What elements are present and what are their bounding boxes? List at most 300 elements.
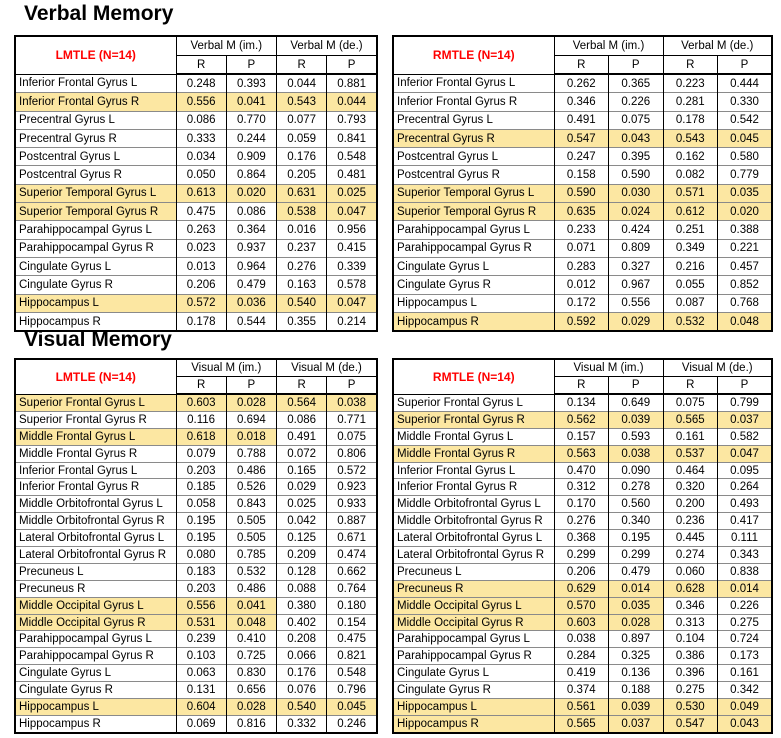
value-cell: 0.104 <box>663 631 718 648</box>
column-group-header: Visual M (de.) <box>277 359 378 377</box>
value-cell: 0.320 <box>663 479 718 496</box>
table-row <box>393 221 772 239</box>
value-cell: 0.532 <box>226 563 276 580</box>
region-label: Parahippocampal Gyrus R <box>393 648 554 665</box>
value-cell: 0.195 <box>176 530 226 547</box>
value-cell: 0.131 <box>176 682 226 699</box>
table-row <box>15 665 377 682</box>
value-cell: 0.276 <box>277 257 327 275</box>
region-label: Inferior Frontal Gyrus R <box>393 479 554 496</box>
value-cell: 0.532 <box>663 312 718 331</box>
value-cell: 0.479 <box>226 276 276 294</box>
value-cell: 0.540 <box>277 699 327 716</box>
region-label: Hippocampus L <box>15 294 176 312</box>
region-label: Superior Frontal Gyrus L <box>393 394 554 411</box>
table-row <box>15 257 377 275</box>
table-row <box>393 276 772 294</box>
region-label: Inferior Frontal Gyrus L <box>393 462 554 479</box>
value-cell: 0.327 <box>609 257 664 275</box>
value-cell: 0.176 <box>277 148 327 166</box>
value-cell: 0.221 <box>718 239 773 257</box>
value-cell: 0.075 <box>327 428 377 445</box>
table-row <box>393 74 772 93</box>
value-cell: 0.048 <box>718 312 773 331</box>
column-header: R <box>663 56 718 75</box>
value-cell: 0.604 <box>176 699 226 716</box>
value-cell: 0.491 <box>277 428 327 445</box>
region-label: Hippocampus R <box>393 312 554 331</box>
region-label: Cingulate Gyrus L <box>15 665 176 682</box>
table-row <box>15 513 377 530</box>
table-row <box>15 631 377 648</box>
table-row <box>15 699 377 716</box>
value-cell: 0.161 <box>663 428 718 445</box>
table-row <box>393 648 772 665</box>
column-group-header: Verbal M (de.) <box>663 36 772 56</box>
value-cell: 0.355 <box>277 312 327 331</box>
value-cell: 0.013 <box>176 257 226 275</box>
value-cell: 0.537 <box>663 445 718 462</box>
value-cell: 0.176 <box>277 665 327 682</box>
value-cell: 0.283 <box>554 257 609 275</box>
value-cell: 0.785 <box>226 547 276 564</box>
table-row <box>393 428 772 445</box>
table-row <box>15 715 377 732</box>
visual-rmtle-table-container <box>392 358 773 734</box>
region-label: Hippocampus R <box>15 715 176 732</box>
region-label: Precuneus L <box>393 563 554 580</box>
value-cell: 0.396 <box>663 665 718 682</box>
table-row <box>15 111 377 129</box>
value-cell: 0.526 <box>226 479 276 496</box>
value-cell: 0.111 <box>718 530 773 547</box>
value-cell: 0.195 <box>609 530 664 547</box>
region-label: Parahippocampal Gyrus R <box>15 239 176 257</box>
column-header: P <box>609 377 664 395</box>
region-label: Postcentral Gyrus L <box>15 148 176 166</box>
value-cell: 0.419 <box>554 665 609 682</box>
value-cell: 0.024 <box>609 203 664 221</box>
value-cell: 0.262 <box>554 74 609 93</box>
value-cell: 0.055 <box>663 276 718 294</box>
value-cell: 0.881 <box>327 74 377 93</box>
value-cell: 0.075 <box>663 394 718 411</box>
value-cell: 0.195 <box>176 513 226 530</box>
value-cell: 0.014 <box>718 580 773 597</box>
value-cell: 0.470 <box>554 462 609 479</box>
value-cell: 0.125 <box>277 530 327 547</box>
value-cell: 0.178 <box>663 111 718 129</box>
column-header: P <box>226 56 276 75</box>
value-cell: 0.582 <box>718 428 773 445</box>
value-cell: 0.128 <box>277 563 327 580</box>
region-label: Parahippocampal Gyrus L <box>15 221 176 239</box>
value-cell: 0.424 <box>609 221 664 239</box>
value-cell: 0.203 <box>176 462 226 479</box>
value-cell: 0.076 <box>277 682 327 699</box>
region-label: Lateral Orbitofrontal Gyrus R <box>15 547 176 564</box>
table-row <box>15 496 377 513</box>
value-cell: 0.248 <box>176 74 226 93</box>
value-cell: 0.090 <box>609 462 664 479</box>
value-cell: 0.542 <box>718 111 773 129</box>
value-cell: 0.185 <box>176 479 226 496</box>
value-cell: 0.158 <box>554 166 609 184</box>
value-cell: 0.029 <box>609 312 664 331</box>
value-cell: 0.897 <box>609 631 664 648</box>
value-cell: 0.386 <box>663 648 718 665</box>
column-group-header: Visual M (im.) <box>554 359 663 377</box>
value-cell: 0.028 <box>609 614 664 631</box>
region-label: Hippocampus R <box>393 715 554 732</box>
value-cell: 0.239 <box>176 631 226 648</box>
region-label: Middle Frontal Gyrus L <box>393 428 554 445</box>
value-cell: 0.041 <box>226 597 276 614</box>
header-row-groups <box>15 36 377 56</box>
region-label: Superior Temporal Gyrus R <box>393 203 554 221</box>
region-label: Precuneus L <box>15 563 176 580</box>
value-cell: 0.852 <box>718 276 773 294</box>
table-row <box>393 93 772 111</box>
value-cell: 0.016 <box>277 221 327 239</box>
value-cell: 0.618 <box>176 428 226 445</box>
value-cell: 0.547 <box>663 715 718 732</box>
value-cell: 0.025 <box>277 496 327 513</box>
value-cell: 0.374 <box>554 682 609 699</box>
value-cell: 0.671 <box>327 530 377 547</box>
value-cell: 0.346 <box>663 597 718 614</box>
value-cell: 0.313 <box>663 614 718 631</box>
region-label: Cingulate Gyrus L <box>393 257 554 275</box>
value-cell: 0.086 <box>176 111 226 129</box>
value-cell: 0.203 <box>176 580 226 597</box>
region-label: Precuneus R <box>393 580 554 597</box>
column-header: P <box>226 377 276 395</box>
region-label: Cingulate Gyrus R <box>393 276 554 294</box>
value-cell: 0.042 <box>277 513 327 530</box>
value-cell: 0.226 <box>609 93 664 111</box>
header-row-groups <box>15 359 377 377</box>
table-row <box>393 597 772 614</box>
verbal-rmtle-correlation-table <box>392 35 773 332</box>
value-cell: 0.071 <box>554 239 609 257</box>
value-cell: 0.075 <box>609 111 664 129</box>
value-cell: 0.281 <box>663 93 718 111</box>
value-cell: 0.299 <box>554 547 609 564</box>
value-cell: 0.206 <box>554 563 609 580</box>
value-cell: 0.206 <box>176 276 226 294</box>
value-cell: 0.821 <box>327 648 377 665</box>
table-row <box>15 276 377 294</box>
region-label: Postcentral Gyrus R <box>15 166 176 184</box>
value-cell: 0.538 <box>277 203 327 221</box>
value-cell: 0.816 <box>226 715 276 732</box>
table-corner-label: LMTLE (N=14) <box>15 36 176 74</box>
value-cell: 0.043 <box>718 715 773 732</box>
table-row <box>15 580 377 597</box>
value-cell: 0.572 <box>176 294 226 312</box>
value-cell: 0.556 <box>176 597 226 614</box>
table-row <box>393 715 772 732</box>
value-cell: 0.028 <box>226 394 276 411</box>
column-header: R <box>176 377 226 395</box>
value-cell: 0.274 <box>663 547 718 564</box>
region-label: Inferior Frontal Gyrus L <box>393 74 554 93</box>
value-cell: 0.116 <box>176 411 226 428</box>
region-label: Hippocampus L <box>393 294 554 312</box>
table-row <box>393 479 772 496</box>
table-row <box>393 312 772 331</box>
value-cell: 0.628 <box>663 580 718 597</box>
value-cell: 0.095 <box>718 462 773 479</box>
value-cell: 0.312 <box>554 479 609 496</box>
value-cell: 0.694 <box>226 411 276 428</box>
region-label: Inferior Frontal Gyrus L <box>15 462 176 479</box>
table-row <box>15 563 377 580</box>
value-cell: 0.020 <box>226 184 276 202</box>
table-row <box>15 462 377 479</box>
table-row <box>393 563 772 580</box>
value-cell: 0.417 <box>718 513 773 530</box>
region-label: Superior Temporal Gyrus L <box>15 184 176 202</box>
visual-lmtle-correlation-table <box>14 358 378 734</box>
value-cell: 0.275 <box>663 682 718 699</box>
value-cell: 0.170 <box>554 496 609 513</box>
value-cell: 0.475 <box>327 631 377 648</box>
value-cell: 0.505 <box>226 513 276 530</box>
value-cell: 0.275 <box>718 614 773 631</box>
column-group-header: Verbal M (de.) <box>277 36 378 56</box>
value-cell: 0.570 <box>554 597 609 614</box>
table-row <box>15 394 377 411</box>
table-row <box>15 74 377 93</box>
column-header: R <box>554 56 609 75</box>
value-cell: 0.014 <box>609 580 664 597</box>
table-row <box>393 203 772 221</box>
table-row <box>393 411 772 428</box>
region-label: Lateral Orbitofrontal Gyrus L <box>393 530 554 547</box>
value-cell: 0.613 <box>176 184 226 202</box>
value-cell: 0.393 <box>226 74 276 93</box>
value-cell: 0.486 <box>226 580 276 597</box>
value-cell: 0.214 <box>327 312 377 331</box>
value-cell: 0.725 <box>226 648 276 665</box>
table-row <box>15 221 377 239</box>
value-cell: 0.157 <box>554 428 609 445</box>
value-cell: 0.299 <box>609 547 664 564</box>
value-cell: 0.593 <box>609 428 664 445</box>
column-header: P <box>327 377 377 395</box>
region-label: Precuneus R <box>15 580 176 597</box>
table-row <box>393 547 772 564</box>
value-cell: 0.045 <box>327 699 377 716</box>
table-row <box>15 530 377 547</box>
value-cell: 0.029 <box>277 479 327 496</box>
region-label: Lateral Orbitofrontal Gyrus R <box>393 547 554 564</box>
table-row <box>15 648 377 665</box>
region-label: Precentral Gyrus L <box>393 111 554 129</box>
value-cell: 0.276 <box>554 513 609 530</box>
header-row-groups <box>393 359 772 377</box>
value-cell: 0.547 <box>554 129 609 147</box>
value-cell: 0.188 <box>609 682 664 699</box>
value-cell: 0.251 <box>663 221 718 239</box>
value-cell: 0.023 <box>176 239 226 257</box>
value-cell: 0.216 <box>663 257 718 275</box>
value-cell: 0.136 <box>609 665 664 682</box>
value-cell: 0.457 <box>718 257 773 275</box>
value-cell: 0.048 <box>226 614 276 631</box>
value-cell: 0.864 <box>226 166 276 184</box>
value-cell: 0.530 <box>663 699 718 716</box>
region-label: Precentral Gyrus R <box>15 129 176 147</box>
header-row-groups <box>393 36 772 56</box>
value-cell: 0.838 <box>718 563 773 580</box>
value-cell: 0.165 <box>277 462 327 479</box>
table-row <box>393 614 772 631</box>
region-label: Parahippocampal Gyrus L <box>393 631 554 648</box>
value-cell: 0.080 <box>176 547 226 564</box>
table-row <box>393 530 772 547</box>
value-cell: 0.049 <box>718 699 773 716</box>
value-cell: 0.796 <box>327 682 377 699</box>
value-cell: 0.263 <box>176 221 226 239</box>
value-cell: 0.066 <box>277 648 327 665</box>
value-cell: 0.629 <box>554 580 609 597</box>
region-label: Cingulate Gyrus L <box>393 665 554 682</box>
value-cell: 0.209 <box>277 547 327 564</box>
value-cell: 0.556 <box>176 93 226 111</box>
table-row <box>393 184 772 202</box>
region-label: Middle Orbitofrontal Gyrus R <box>15 513 176 530</box>
value-cell: 0.059 <box>277 129 327 147</box>
value-cell: 0.956 <box>327 221 377 239</box>
value-cell: 0.771 <box>327 411 377 428</box>
value-cell: 0.037 <box>718 411 773 428</box>
visual-rmtle-correlation-table <box>392 358 773 734</box>
value-cell: 0.246 <box>327 715 377 732</box>
table-row <box>15 93 377 111</box>
table-row <box>15 445 377 462</box>
value-cell: 0.631 <box>277 184 327 202</box>
value-cell: 0.380 <box>277 597 327 614</box>
table-row <box>393 580 772 597</box>
region-label: Middle Occipital Gyrus L <box>393 597 554 614</box>
value-cell: 0.208 <box>277 631 327 648</box>
table-row <box>15 614 377 631</box>
value-cell: 0.548 <box>327 665 377 682</box>
value-cell: 0.047 <box>327 294 377 312</box>
value-cell: 0.278 <box>609 479 664 496</box>
value-cell: 0.036 <box>226 294 276 312</box>
table-row <box>393 111 772 129</box>
column-header: R <box>277 377 327 395</box>
value-cell: 0.039 <box>609 411 664 428</box>
value-cell: 0.173 <box>718 648 773 665</box>
value-cell: 0.562 <box>554 411 609 428</box>
section-title-visual-memory: Visual Memory <box>24 328 172 351</box>
region-label: Parahippocampal Gyrus L <box>15 631 176 648</box>
table-row <box>393 445 772 462</box>
value-cell: 0.724 <box>718 631 773 648</box>
region-label: Hippocampus R <box>15 312 176 331</box>
value-cell: 0.543 <box>663 129 718 147</box>
region-label: Superior Frontal Gyrus R <box>15 411 176 428</box>
value-cell: 0.444 <box>718 74 773 93</box>
value-cell: 0.548 <box>327 148 377 166</box>
region-label: Precentral Gyrus R <box>393 129 554 147</box>
value-cell: 0.388 <box>718 221 773 239</box>
value-cell: 0.161 <box>718 665 773 682</box>
table-row <box>393 699 772 716</box>
verbal-lmtle-table-container <box>14 35 378 332</box>
value-cell: 0.180 <box>327 597 377 614</box>
region-label: Postcentral Gyrus L <box>393 148 554 166</box>
value-cell: 0.806 <box>327 445 377 462</box>
column-group-header: Visual M (de.) <box>663 359 772 377</box>
region-label: Middle Occipital Gyrus R <box>393 614 554 631</box>
column-header: P <box>718 56 773 75</box>
value-cell: 0.343 <box>718 547 773 564</box>
table-row <box>393 631 772 648</box>
region-label: Postcentral Gyrus R <box>393 166 554 184</box>
value-cell: 0.088 <box>277 580 327 597</box>
region-label: Superior Temporal Gyrus R <box>15 203 176 221</box>
value-cell: 0.799 <box>718 394 773 411</box>
column-header: R <box>554 377 609 395</box>
region-label: Inferior Frontal Gyrus R <box>15 479 176 496</box>
region-label: Parahippocampal Gyrus R <box>15 648 176 665</box>
table-row <box>15 239 377 257</box>
value-cell: 0.544 <box>226 312 276 331</box>
value-cell: 0.103 <box>176 648 226 665</box>
value-cell: 0.580 <box>718 148 773 166</box>
table-row <box>15 547 377 564</box>
table-row <box>393 513 772 530</box>
value-cell: 0.072 <box>277 445 327 462</box>
region-label: Inferior Frontal Gyrus R <box>393 93 554 111</box>
value-cell: 0.395 <box>609 148 664 166</box>
region-label: Parahippocampal Gyrus R <box>393 239 554 257</box>
region-label: Cingulate Gyrus R <box>15 682 176 699</box>
value-cell: 0.662 <box>327 563 377 580</box>
table-row <box>15 411 377 428</box>
value-cell: 0.649 <box>609 394 664 411</box>
value-cell: 0.474 <box>327 547 377 564</box>
column-group-header: Visual M (im.) <box>176 359 277 377</box>
region-label: Hippocampus L <box>15 699 176 716</box>
value-cell: 0.937 <box>226 239 276 257</box>
verbal-lmtle-correlation-table <box>14 35 378 332</box>
value-cell: 0.339 <box>327 257 377 275</box>
value-cell: 0.933 <box>327 496 377 513</box>
value-cell: 0.565 <box>554 715 609 732</box>
table-row <box>15 597 377 614</box>
value-cell: 0.172 <box>554 294 609 312</box>
table-row <box>15 148 377 166</box>
value-cell: 0.561 <box>554 699 609 716</box>
value-cell: 0.770 <box>226 111 276 129</box>
table-row <box>15 682 377 699</box>
value-cell: 0.590 <box>554 184 609 202</box>
value-cell: 0.540 <box>277 294 327 312</box>
value-cell: 0.342 <box>718 682 773 699</box>
region-label: Precentral Gyrus L <box>15 111 176 129</box>
value-cell: 0.365 <box>609 74 664 93</box>
value-cell: 0.571 <box>663 184 718 202</box>
value-cell: 0.578 <box>327 276 377 294</box>
column-group-header: Verbal M (im.) <box>176 36 277 56</box>
